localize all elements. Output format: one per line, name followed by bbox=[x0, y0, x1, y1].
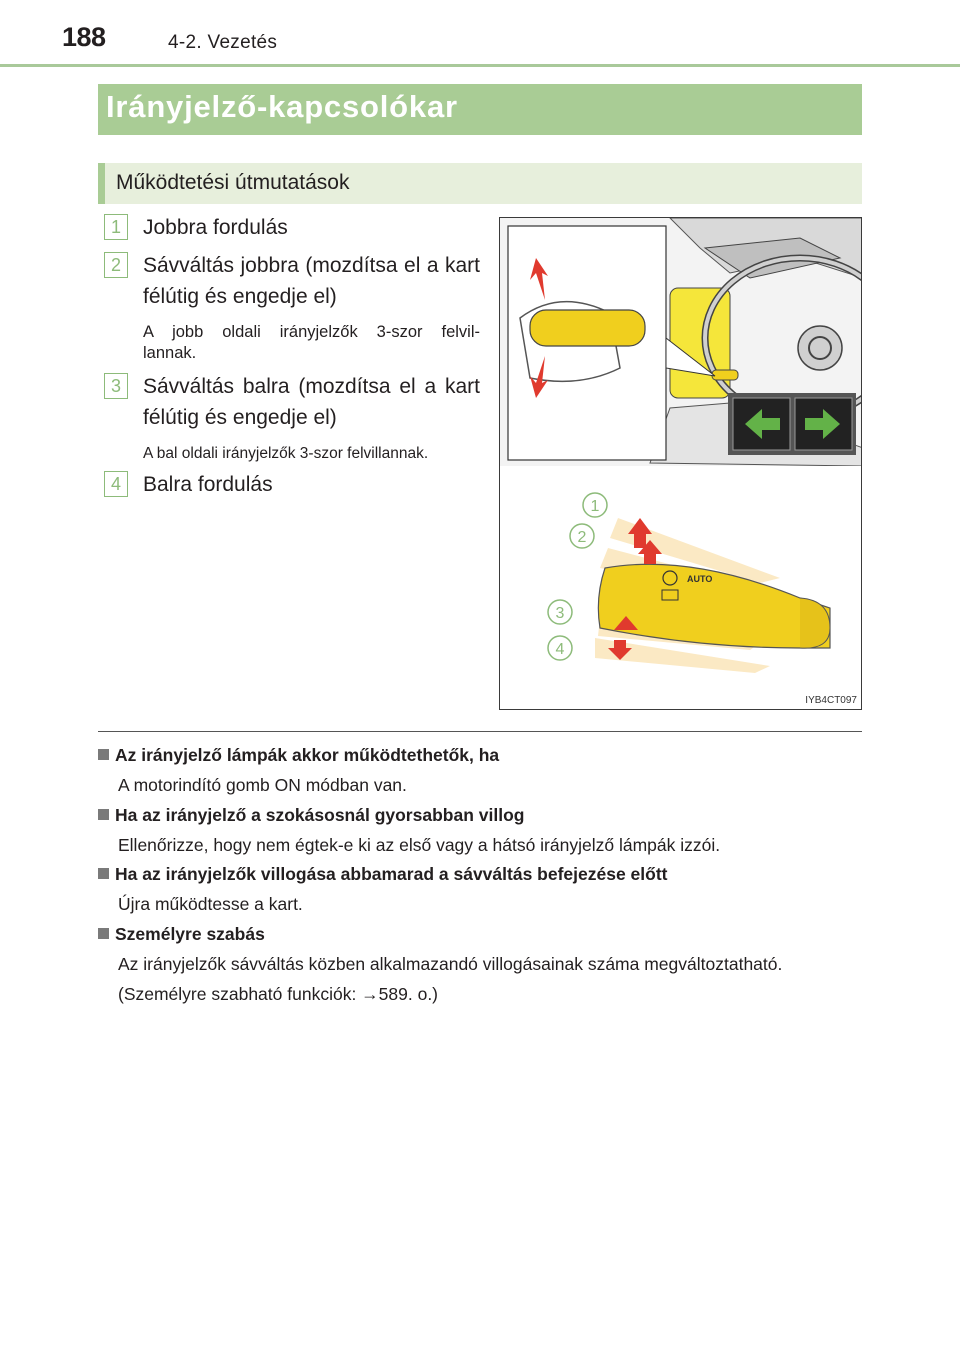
step-4-text: Balra fordulás bbox=[143, 473, 273, 496]
steering-hub bbox=[798, 326, 842, 370]
note-4-heading-text: Személyre szabás bbox=[115, 924, 265, 944]
illustration-svg bbox=[500, 218, 862, 710]
step-3-note: A bal oldali irányjelzők 3-szor felvillannak. bbox=[143, 445, 429, 462]
note-4-body-line2: (Személyre szabható funkciók: →589. o.) bbox=[118, 984, 439, 1004]
figure-code: IYB4CT097 bbox=[805, 695, 857, 706]
step-number-4: 4 bbox=[104, 471, 128, 497]
auto-label: AUTO bbox=[687, 574, 713, 584]
callout-2: 2 bbox=[577, 529, 587, 546]
bullet-square-icon bbox=[98, 809, 109, 820]
note-4-heading bbox=[98, 924, 265, 945]
title-bar bbox=[98, 84, 862, 135]
note-3-heading-text: Ha az irányjelzők villogása abbamarad a sávváltás befejezése előtt bbox=[115, 864, 668, 884]
note-2-body: Ellenőrizze, hogy nem égtek-e ki az első vagy a hátsó irányjelző lámpák izzói. bbox=[118, 835, 721, 855]
lever-small bbox=[712, 370, 738, 380]
step-3-text-line2: félútig és engedje el) bbox=[143, 406, 337, 429]
subtitle-accent bbox=[98, 163, 105, 204]
bullet-square-icon bbox=[98, 749, 109, 760]
page-title: Irányjelző-kapcsolókar bbox=[106, 89, 458, 124]
note-3-body: Újra működtesse a kart. bbox=[118, 894, 303, 914]
note-2-heading bbox=[98, 805, 524, 826]
section-title: 4-2. Vezetés bbox=[168, 32, 278, 53]
note-1-heading-text: Az irányjelző lámpák akkor működtethetők, ha bbox=[115, 745, 500, 765]
step-2-note-line1: A jobb oldali irányjelzők 3-szor felvil- bbox=[143, 323, 480, 341]
step-2-text-line1: Sávváltás jobbra (mozdítsa el a kart bbox=[143, 254, 480, 277]
subtitle: Működtetési útmutatások bbox=[116, 171, 350, 194]
step-1-text: Jobbra fordulás bbox=[143, 216, 288, 239]
step-number-2: 2 bbox=[104, 252, 128, 278]
step-3-text-line1: Sávváltás balra (mozdítsa el a kart bbox=[143, 375, 480, 398]
step-2-note-line2: lannak. bbox=[143, 344, 197, 362]
note-4-body-line1: Az irányjelzők sávváltás közben alkalmazandó villogásainak száma megváltoztatható. bbox=[118, 954, 783, 974]
note-2-heading-text: Ha az irányjelző a szokásosnál gyorsabban villog bbox=[115, 805, 525, 825]
callout-3: 3 bbox=[555, 605, 565, 622]
page-number: 188 bbox=[62, 22, 106, 52]
step-number-3: 3 bbox=[104, 373, 128, 399]
note-1-heading bbox=[98, 745, 499, 766]
note-3-heading bbox=[98, 864, 668, 885]
section-divider bbox=[98, 731, 862, 732]
step-2-text-line2: félútig és engedje el) bbox=[143, 285, 337, 308]
callout-4: 4 bbox=[555, 641, 565, 658]
callout-1: 1 bbox=[590, 498, 600, 515]
bullet-square-icon bbox=[98, 868, 109, 879]
lever-illustration bbox=[499, 217, 862, 710]
note-1-body: A motorindító gomb ON módban van. bbox=[118, 775, 407, 795]
lever-zoomed bbox=[530, 310, 645, 346]
step-number-1: 1 bbox=[104, 214, 128, 240]
bullet-square-icon bbox=[98, 928, 109, 939]
subtitle-bar bbox=[98, 163, 862, 204]
header-divider bbox=[0, 64, 960, 67]
